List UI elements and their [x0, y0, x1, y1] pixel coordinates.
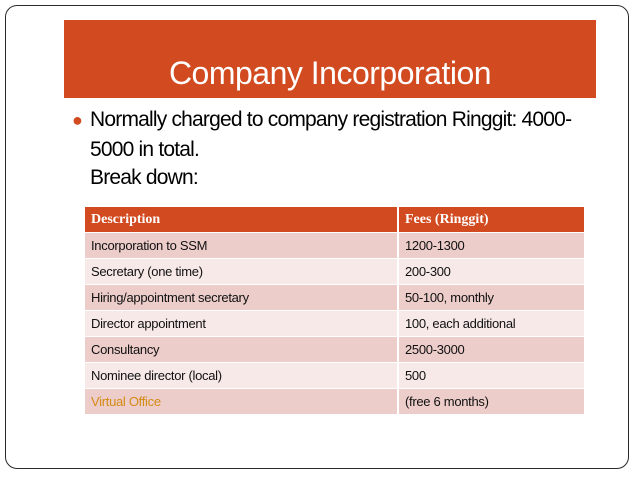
row-description: Director appointment	[85, 311, 398, 337]
row-fee: 1200-1300	[398, 233, 584, 259]
table-row	[85, 285, 584, 311]
virtual-office-link[interactable]: Virtual Office	[85, 389, 398, 415]
row-fee: 200-300	[398, 259, 584, 285]
table-row	[85, 233, 584, 259]
row-fee: (free 6 months)	[398, 389, 584, 415]
table-row	[85, 259, 584, 285]
table-row	[85, 311, 584, 337]
row-description: Hiring/appointment secretary	[85, 285, 398, 311]
row-fee: 2500-3000	[398, 337, 584, 363]
filled-circle-icon: ●	[72, 110, 83, 130]
row-description: Nominee director (local)	[85, 363, 398, 389]
row-fee: 500	[398, 363, 584, 389]
breakdown-label: Break down:	[90, 166, 198, 189]
row-description: Consultancy	[85, 337, 398, 363]
table-header-row	[85, 207, 584, 233]
bullet-text: Normally charged to company registration Ringgit: 4000-5000 in total.	[90, 108, 572, 161]
row-description: Incorporation to SSM	[85, 233, 398, 259]
slide-title: Company Incorporation	[168, 55, 492, 91]
row-fee: 50-100, monthly	[398, 285, 584, 311]
title-bar	[64, 20, 596, 98]
table-row	[85, 337, 584, 363]
fees-table	[85, 207, 584, 414]
table-row	[85, 389, 584, 415]
table-row	[85, 363, 584, 389]
row-fee: 100, each additional	[398, 311, 584, 337]
row-description: Secretary (one time)	[85, 259, 398, 285]
bullet-point	[74, 105, 574, 165]
header-fees: Fees (Ringgit)	[398, 207, 584, 233]
header-description: Description	[85, 207, 398, 233]
